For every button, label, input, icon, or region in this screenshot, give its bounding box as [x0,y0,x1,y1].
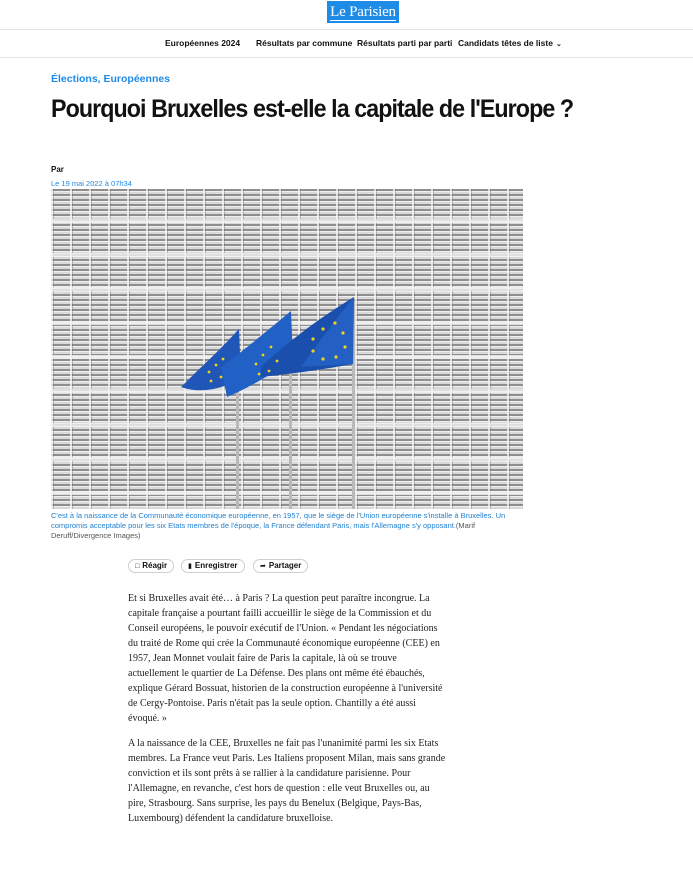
react-button[interactable] [128,559,174,573]
nav-item-europeennes-2024[interactable]: Européennes 2024 [165,38,241,48]
article-title: Pourquoi Bruxelles est-elle la capitale de l'Europe ? [51,95,574,123]
main-navigation [0,30,693,58]
save-button[interactable] [181,559,245,573]
caption-text: C'est à la naissance de la Communauté économique européenne, en 1957, que le siège de l'Union européenne s'installe à Bruxelles. Un compromis acceptable pour les six Etats membres de l'époque, la France défendant Paris, mais l'Allemagne s'y opposant. [51,511,506,530]
share-button[interactable] [253,559,308,573]
share-icon: ➦ [260,563,266,570]
nav-item-candidats-tetes-de-liste[interactable] [458,38,562,48]
nav-item-resultats-parti-par-parti[interactable]: Résultats parti par parti [357,38,453,48]
nav-item-label: Candidats têtes de liste [458,38,553,48]
image-credit: (Marif Deruff/Divergence Images) [51,521,476,540]
save-label: Enregistrer [194,561,238,570]
article-image [51,189,523,509]
article-category[interactable]: Élections, Européennes [51,73,171,85]
image-caption [51,511,521,541]
site-header [0,0,693,30]
article-paragraph: Et si Bruxelles avait été… à Paris ? La question peut paraître incongrue. La capitale française a pourtant failli accueillir le siège de la Commission et du Conseil européens, le pouvoir exécutif de l'Union. « Pendant les négociations du traité de Rome qui crée la Communauté économique européenne (CEE) en 1957, Jean Monnet voulait faire de Paris la capitale, là où se trouve actuellement le quartier de La Défense. Des plans ont même été ébauchés, explique Gérard Bossuat, historien de la construction européenne à l'université de Cergy-Pontoise. Paris n'était pas la seule option. Chantilly a été aussi évoqué. » [128,593,443,724]
article-byline: Par [51,165,64,174]
le-parisien-logo[interactable]: Le Parisien [327,1,399,23]
article-body [128,591,446,836]
chevron-down-icon: ⌄ [555,41,562,48]
share-label: Partager [268,561,302,570]
bookmark-icon: ▮ [188,563,192,570]
react-label: Réagir [142,561,168,570]
comment-icon: □ [135,563,140,570]
article-paragraph: A la naissance de la CEE, Bruxelles ne fait pas l'unanimité parmi les six Etats membres. La France veut Paris. Les Italiens proposent Milan, mais sans grande conviction et ils sont prêts à se rallier à la candidature parisienne. Pour l'Allemagne, en revanche, c'est hors de question : elle veut Bruxelles ou, au pire, Strasbourg. Sans surprise, les pays du Benelux (Belgique, Pays-Bas, Luxembourg) défendent la candidature bruxelloise. [128,738,446,824]
article-date: Le 19 mai 2022 à 07h34 [51,179,132,188]
nav-item-resultats-par-commune[interactable]: Résultats par commune [256,38,353,48]
